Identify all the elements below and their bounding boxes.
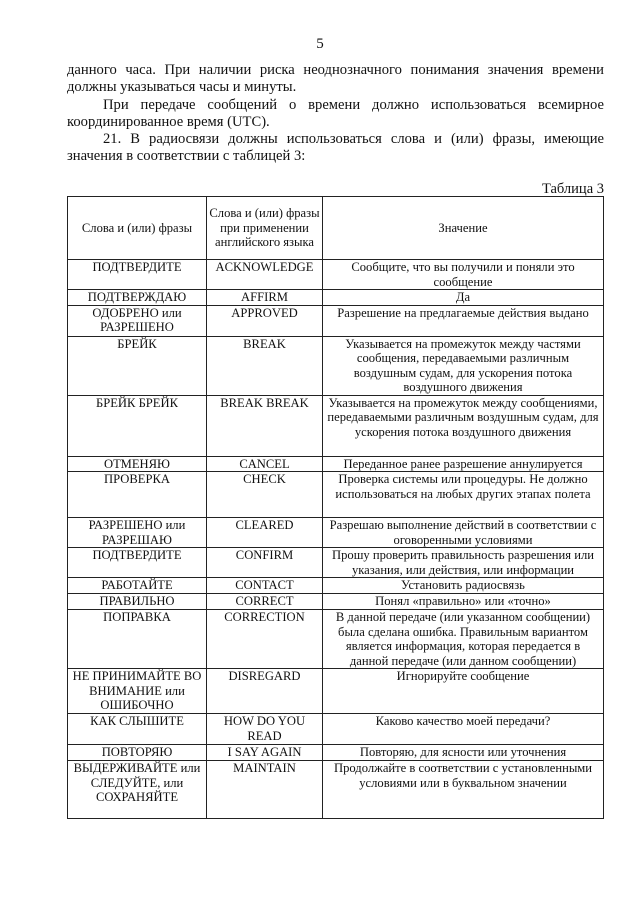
paragraph-utc: При передаче сообщений о времени должно использоваться всемирное координированное время (UTC). <box>67 97 604 130</box>
meaning: Указывается на промежуток между сообщениями, передаваемыми различным воздушным судам, для ускорения потока воздушного движения <box>323 395 604 456</box>
russian-phrase: ПОПРАВКА <box>68 610 207 669</box>
english-phrase: CORRECT <box>207 594 323 610</box>
meaning: Проверка системы или процедуры. Не должно использоваться на любых других этапах полета <box>323 472 604 518</box>
meaning: Переданное ранее разрешение аннулируется <box>323 456 604 472</box>
english-phrase: CHECK <box>207 472 323 518</box>
meaning: Прошу проверить правильность разрешения или указания, или действия, или информации <box>323 548 604 578</box>
table-row <box>68 305 604 336</box>
russian-phrase: РАЗРЕШЕНО или РАЗРЕШАЮ <box>68 518 207 548</box>
paragraph-time: данного часа. При наличии риска неоднозначного понимания значения времени должны указываться часы и минуты. <box>67 62 604 95</box>
table-row <box>68 260 604 290</box>
meaning: Разрешение на предлагаемые действия выдано <box>323 305 604 336</box>
meaning: Указывается на промежуток между частями сообщения, передаваемыми различным воздушным судам, для ускорения потока воздушного движения <box>323 336 604 395</box>
english-phrase: CLEARED <box>207 518 323 548</box>
meaning: Продолжайте в соответствии с установленными условиями или в буквальном значении <box>323 761 604 819</box>
russian-phrase: РАБОТАЙТЕ <box>68 578 207 594</box>
russian-phrase: ПОДТВЕРДИТЕ <box>68 548 207 578</box>
table-row <box>68 472 604 518</box>
english-phrase: CORRECTION <box>207 610 323 669</box>
header-meaning: Значение <box>323 197 604 260</box>
page-number: 5 <box>316 36 324 52</box>
table-header-row <box>68 197 604 260</box>
meaning: Установить радиосвязь <box>323 578 604 594</box>
table-caption: Таблица 3 <box>541 181 604 197</box>
english-phrase: AFFIRM <box>207 290 323 306</box>
meaning: Повторяю, для ясности или уточнения <box>323 745 604 761</box>
meaning: Сообщите, что вы получили и поняли это сообщение <box>323 260 604 290</box>
russian-phrase: НЕ ПРИНИМАЙТЕ ВО ВНИМАНИЕ или ОШИБОЧНО <box>68 669 207 714</box>
table-row <box>68 290 604 306</box>
russian-phrase: ОТМЕНЯЮ <box>68 456 207 472</box>
meaning: Каково качество моей передачи? <box>323 714 604 745</box>
russian-phrase: ПРОВЕРКА <box>68 472 207 518</box>
russian-phrase: БРЕЙК <box>68 336 207 395</box>
meaning: Игнорируйте сообщение <box>323 669 604 714</box>
table-row <box>68 336 604 395</box>
russian-phrase: ПОДТВЕРДИТЕ <box>68 260 207 290</box>
english-phrase: CONFIRM <box>207 548 323 578</box>
english-phrase: BREAK BREAK <box>207 395 323 456</box>
table-row <box>68 610 604 669</box>
russian-phrase: ПОДТВЕРЖДАЮ <box>68 290 207 306</box>
english-phrase: MAINTAIN <box>207 761 323 819</box>
russian-phrase: БРЕЙК БРЕЙК <box>68 395 207 456</box>
russian-phrase: ОДОБРЕНО или РАЗРЕШЕНО <box>68 305 207 336</box>
meaning: Разрешаю выполнение действий в соответствии с оговоренными условиями <box>323 518 604 548</box>
russian-phrase: КАК СЛЫШИТЕ <box>68 714 207 745</box>
header-russian: Слова и (или) фразы <box>68 197 207 260</box>
table-row <box>68 548 604 578</box>
english-phrase: HOW DO YOU READ <box>207 714 323 745</box>
meaning: В данной передаче (или указанном сообщении) была сделана ошибка. Правильным вариантом является информация, которая передается в данной передаче (или данном сообщении) <box>323 610 604 669</box>
table-row <box>68 669 604 714</box>
table-row <box>68 518 604 548</box>
table-row <box>68 456 604 472</box>
russian-phrase: ВЫДЕРЖИВАЙТЕ или СЛЕДУЙТЕ, или СОХРАНЯЙТЕ <box>68 761 207 819</box>
table-row <box>68 578 604 594</box>
meaning: Понял «правильно» или «точно» <box>323 594 604 610</box>
phrases-table <box>67 196 604 819</box>
russian-phrase: ПРАВИЛЬНО <box>68 594 207 610</box>
table-row <box>68 761 604 819</box>
table-row <box>68 745 604 761</box>
meaning: Да <box>323 290 604 306</box>
english-phrase: APPROVED <box>207 305 323 336</box>
english-phrase: DISREGARD <box>207 669 323 714</box>
english-phrase: BREAK <box>207 336 323 395</box>
header-english: Слова и (или) фразы при применении английского языка <box>207 197 323 260</box>
english-phrase: CONTACT <box>207 578 323 594</box>
russian-phrase: ПОВТОРЯЮ <box>68 745 207 761</box>
paragraph-21: 21. В радиосвязи должны использоваться слова и (или) фразы, имеющие значения в соответствии с таблицей 3: <box>67 131 604 164</box>
table-row <box>68 594 604 610</box>
english-phrase: ACKNOWLEDGE <box>207 260 323 290</box>
table-row <box>68 395 604 456</box>
table-row <box>68 714 604 745</box>
english-phrase: I SAY AGAIN <box>207 745 323 761</box>
english-phrase: CANCEL <box>207 456 323 472</box>
